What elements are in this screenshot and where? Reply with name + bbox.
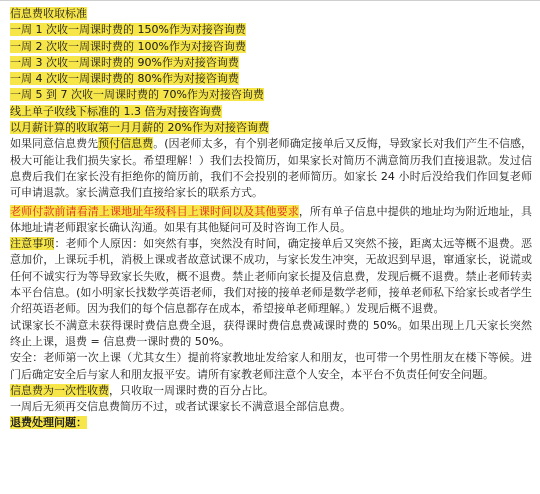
fee-standard-heading-text: 信息费收取标准 bbox=[10, 7, 87, 20]
prepay-rest: 。(因老师太多，有个别老师确定接单后又反悔，导致家长对我们产生不信感，极大可能让我们损失家长。希望理解！）我们去投简历，如果家长对简历不满意简历我们直接退款。发过信息费后我们在家长没有拒绝你的简历前，我们不会投别的老师简历。如家长 24 小时后没给我们作回复老师可申请退款。家长满意我们直接给家长的联系方式。 bbox=[10, 137, 533, 200]
rate-text: 线上单子收线下标准的 1.3 倍为对接咨询费 bbox=[10, 104, 222, 118]
one-time-paragraph bbox=[10, 383, 532, 399]
refund-heading bbox=[10, 415, 532, 431]
rate-text: 一周 4 次收一周课时费的 80%作为对接咨询费 bbox=[10, 72, 239, 86]
rate-line bbox=[10, 87, 532, 103]
rate-text: 以月薪计算的收取第一月月薪的 20%作为对接咨询费 bbox=[10, 121, 269, 135]
one-week-paragraph: 一周后无须再交信息费简历不过，或者试课家长不满意退全部信息费。 bbox=[10, 400, 351, 414]
confirm-highlight: 老师付款前请看清上课地址年级科目上课时间以及其他要求 bbox=[10, 204, 299, 218]
notice-paragraph bbox=[10, 236, 532, 317]
safety-paragraph: 安全：老师第一次上课（尤其女生）提前将家教地址发给家人和朋友，也可带一个男性朋友在楼下等候。进门后确定安全后与家人和朋友报平安。请所有家教老师注意个人安全，本平台不负责任何安全问题。 bbox=[10, 351, 532, 381]
rate-line bbox=[10, 39, 532, 55]
confirm-rest: ，所有单子信息中提供的地址均为附近地址，具体地址请老师跟家长确认沟通。如果有其他疑问可及时咨询工作人员。 bbox=[10, 204, 533, 234]
one-time-rest: ，只收取一周课时费的百分占比。 bbox=[109, 383, 274, 397]
prepay-highlight: 预付信息费 bbox=[98, 137, 154, 151]
prepay-paragraph bbox=[10, 136, 532, 201]
rate-text: 一周 3 次收一周课时费的 90%作为对接咨询费 bbox=[10, 55, 239, 69]
rate-text: 一周 5 到 7 次收一周课时费的 70%作为对接咨询费 bbox=[10, 88, 264, 102]
rate-line bbox=[10, 120, 532, 136]
rate-line bbox=[10, 71, 532, 87]
confirm-paragraph bbox=[10, 204, 532, 237]
one-time-highlight: 信息费为一次性收费 bbox=[10, 383, 109, 397]
refund-heading-text: 退费处理问题： bbox=[10, 416, 87, 430]
notice-rest: ：老师个人原因：如突然有事，突然没有时间，确定接单后又突然不接，距离太远等概不退费。恶意加价，上课玩手机，消极上课或者故意试课不成功，与家长发生冲突，无故迟到早退，窜通家长，说谎或任何不诚实行为等导致家长失败，概不退费。禁止老师向家长提及信息费，发现后概不退费。禁止老师转卖本平台信息。(如小明家长找数学英语老师，我们对接的接单老师是数学老师，接单老师私下给家长或者学生介绍英语老师。因为我们的每个信息都存在成本，希望接单老师理解。）发现后概不退费。 bbox=[10, 237, 532, 316]
prepay-lead: 如果同意信息费先 bbox=[10, 137, 99, 151]
rate-line bbox=[10, 104, 532, 120]
notice-lead: 注意事项 bbox=[10, 237, 55, 251]
rate-text: 一周 2 次收一周课时费的 100%作为对接咨询费 bbox=[10, 39, 246, 53]
rate-line bbox=[10, 55, 532, 71]
rate-line bbox=[10, 22, 532, 38]
rate-text: 一周 1 次收一周课时费的 150%作为对接咨询费 bbox=[10, 23, 246, 37]
fee-standard-heading bbox=[10, 6, 532, 22]
trial-paragraph: 试课家长不满意未获得课时费信息费全退，获得课时费信息费减课时费的 50%。如果出现上几天家长突然终止上课，退费 = 信息费一课时费的 50%。 bbox=[10, 318, 532, 348]
